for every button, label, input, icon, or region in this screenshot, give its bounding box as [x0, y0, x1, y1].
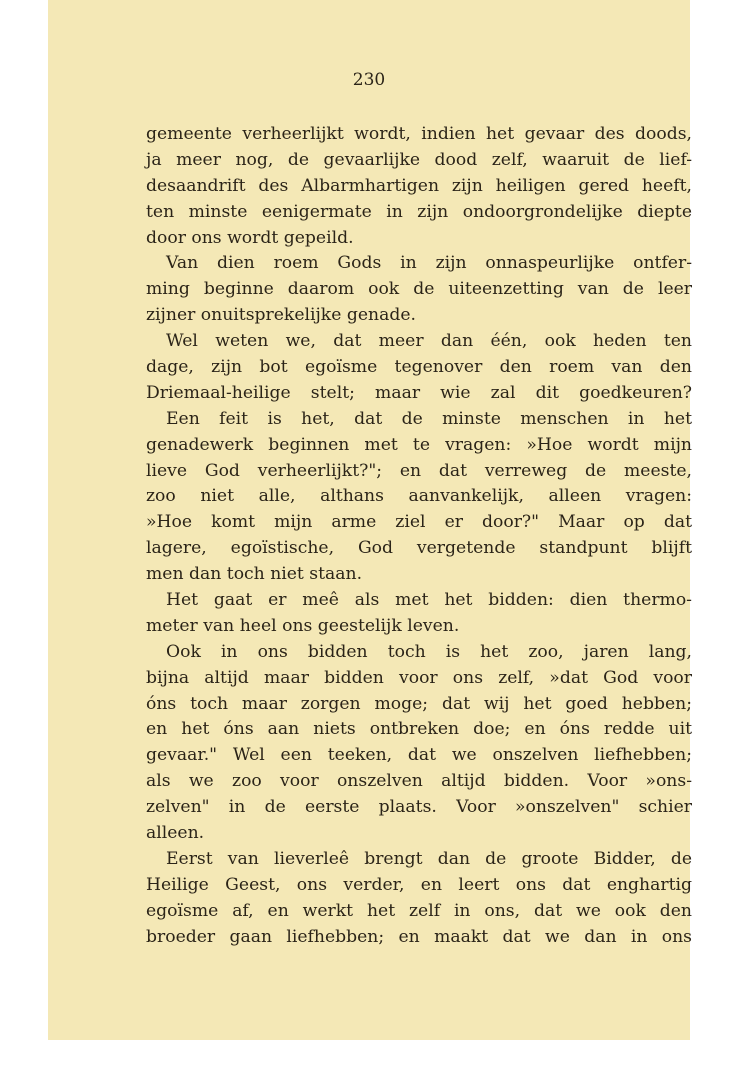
text-line: door ons wordt gepeild. — [146, 227, 354, 248]
text-line: zelven" in de eerste plaats. Voor »onszelven" schier — [146, 797, 692, 818]
text-line: dage, zijn bot egoïsme tegenover den roem van den — [146, 357, 692, 378]
text-line: en het óns aan niets ontbreken doe; en óns redde uit — [146, 719, 692, 740]
text-line: Van dien roem Gods in zijn onnaspeurlijke ontfer- — [166, 253, 692, 274]
text-line: óns toch maar zorgen moge; dat wij het goed hebben; — [146, 693, 692, 714]
text-line: Heilige Geest, ons verder, en leert ons dat enghartig — [146, 874, 692, 895]
text-line: Ook in ons bidden toch is het zoo, jaren lang, — [166, 641, 692, 662]
text-line: meter van heel ons geestelijk leven. — [146, 615, 460, 636]
text-line: Een feit is het, dat de minste menschen in het — [166, 408, 692, 429]
text-line: genadewerk beginnen met te vragen: »Hoe wordt mijn — [146, 434, 692, 455]
page-number: 230 — [352, 70, 386, 90]
text-line: zoo niet alle, althans aanvankelijk, alleen vragen: — [146, 486, 692, 507]
text-line: gevaar." Wel een teeken, dat we onszelven liefhebben; — [146, 745, 692, 766]
text-line: gemeente verheerlijkt wordt, indien het gevaar des doods, — [146, 124, 692, 144]
text-line: broeder gaan liefhebben; en maakt dat we dan in ons — [146, 926, 692, 947]
text-line: Het gaat er meê als met het bidden: dien thermo- — [166, 590, 692, 611]
text-line: Eerst van lieverleê brengt dan de groote Bidder, de — [166, 848, 692, 869]
body-text — [146, 122, 692, 951]
text-line: Wel weten we, dat meer dan één, ook heden ten — [166, 331, 692, 352]
text-line: lieve God verheerlijkt?"; en dat verreweg de meeste, — [146, 460, 692, 481]
book-page — [48, 0, 690, 1040]
text-line: ja meer nog, de gevaarlijke dood zelf, waaruit de lief- — [146, 149, 692, 170]
text-line: ten minste eenigermate in zijn ondoorgrondelijke diepte — [146, 201, 692, 222]
text-line: alleen. — [146, 823, 205, 844]
text-line: men dan toch niet staan. — [146, 564, 363, 585]
text-line: lagere, egoïstische, God vergetende standpunt blijft — [146, 538, 692, 559]
text-line: »Hoe komt mijn arme ziel er door?" Maar op dat — [146, 512, 692, 533]
text-line: egoïsme af, en werkt het zelf in ons, dat we ook den — [146, 900, 692, 921]
text-line: zijner onuitsprekelijke genade. — [146, 305, 416, 326]
text-line: Driemaal-heilige stelt; maar wie zal dit goedkeuren? — [146, 382, 692, 403]
text-line: desaandrift des Albarmhartigen zijn heiligen gered heeft, — [146, 175, 692, 196]
text-line: ming beginne daarom ook de uiteenzetting van de leer — [146, 279, 692, 300]
text-line: als we zoo voor onszelven altijd bidden. Voor »ons- — [146, 771, 692, 792]
text-line: bijna altijd maar bidden voor ons zelf, »dat God voor — [146, 667, 692, 688]
